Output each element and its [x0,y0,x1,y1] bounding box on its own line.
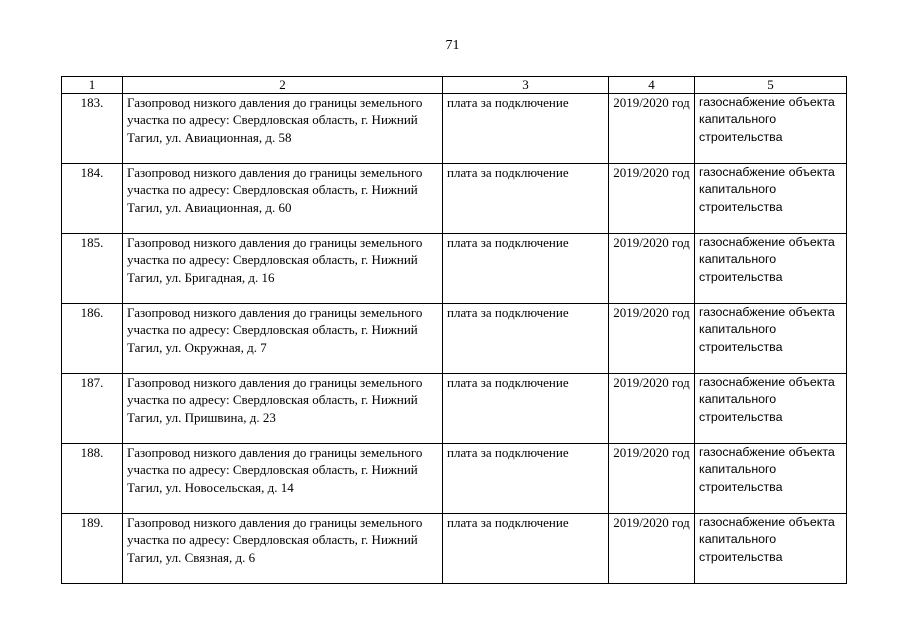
row-purpose: газоснабжение объекта капитального строительства [695,164,847,234]
row-description: Газопровод низкого давления до границы земельного участка по адресу: Свердловская область, г. Нижний Тагил, ул. Новосельская, д. 14 [123,444,443,514]
row-funding-source: плата за подключение [443,164,609,234]
row-purpose: газоснабжение объекта капитального строительства [695,304,847,374]
row-description: Газопровод низкого давления до границы земельного участка по адресу: Свердловская область, г. Нижний Тагил, ул. Авиационная, д. 58 [123,94,443,164]
header-col-2: 2 [123,77,443,94]
table-row [62,374,847,444]
table-row [62,444,847,514]
header-col-1: 1 [62,77,123,94]
row-period: 2019/2020 год [609,94,695,164]
table-row [62,94,847,164]
row-funding-source: плата за подключение [443,374,609,444]
row-number: 187. [62,374,123,444]
row-purpose: газоснабжение объекта капитального строительства [695,94,847,164]
header-col-3: 3 [443,77,609,94]
row-number: 183. [62,94,123,164]
row-description: Газопровод низкого давления до границы земельного участка по адресу: Свердловская область, г. Нижний Тагил, ул. Связная, д. 6 [123,514,443,584]
row-number: 185. [62,234,123,304]
row-period: 2019/2020 год [609,374,695,444]
row-funding-source: плата за подключение [443,304,609,374]
row-purpose: газоснабжение объекта капитального строительства [695,234,847,304]
row-funding-source: плата за подключение [443,94,609,164]
row-period: 2019/2020 год [609,514,695,584]
table-header [62,77,847,94]
header-row [62,77,847,94]
investment-table [61,76,847,584]
row-description: Газопровод низкого давления до границы земельного участка по адресу: Свердловская область, г. Нижний Тагил, ул. Пришвина, д. 23 [123,374,443,444]
page-number: 71 [445,38,460,53]
header-col-4: 4 [609,77,695,94]
table-body [62,94,847,584]
row-description: Газопровод низкого давления до границы земельного участка по адресу: Свердловская область, г. Нижний Тагил, ул. Окружная, д. 7 [123,304,443,374]
row-purpose: газоснабжение объекта капитального строительства [695,374,847,444]
row-purpose: газоснабжение объекта капитального строительства [695,514,847,584]
header-col-5: 5 [695,77,847,94]
row-description: Газопровод низкого давления до границы земельного участка по адресу: Свердловская область, г. Нижний Тагил, ул. Авиационная, д. 60 [123,164,443,234]
row-period: 2019/2020 год [609,304,695,374]
row-purpose: газоснабжение объекта капитального строительства [695,444,847,514]
table-row [62,304,847,374]
row-number: 189. [62,514,123,584]
table-row [62,234,847,304]
row-funding-source: плата за подключение [443,444,609,514]
row-funding-source: плата за подключение [443,514,609,584]
row-funding-source: плата за подключение [443,234,609,304]
row-period: 2019/2020 год [609,444,695,514]
row-number: 184. [62,164,123,234]
row-period: 2019/2020 год [609,234,695,304]
row-period: 2019/2020 год [609,164,695,234]
table-row [62,164,847,234]
row-description: Газопровод низкого давления до границы земельного участка по адресу: Свердловская область, г. Нижний Тагил, ул. Бригадная, д. 16 [123,234,443,304]
table-row [62,514,847,584]
row-number: 188. [62,444,123,514]
row-number: 186. [62,304,123,374]
